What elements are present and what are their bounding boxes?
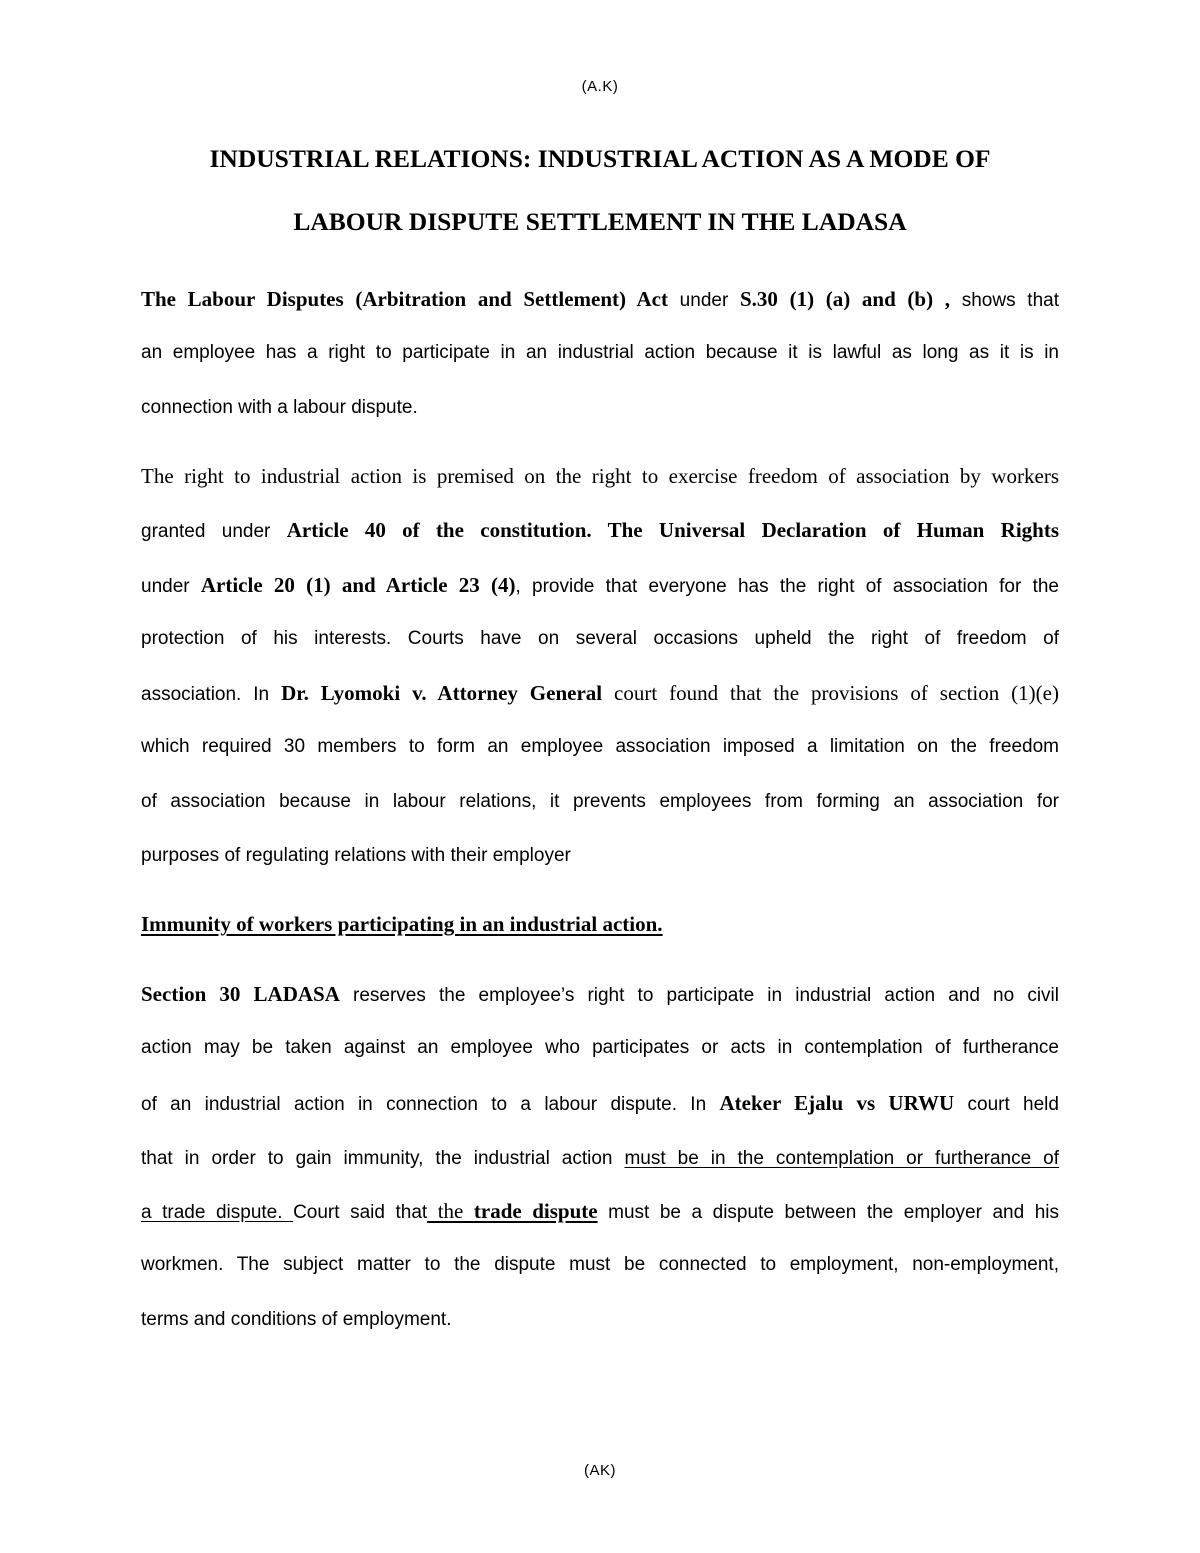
article-reference: Article 20 (1) and Article 23 (4) <box>200 572 516 597</box>
paragraph-line: The right to industrial action is premised on the right to exercise freedom of association by workers <box>141 464 1059 488</box>
page-header: (A.K) <box>581 78 619 95</box>
paragraph-line: The Labour Disputes (Arbitration and Settlement) Act under S.30 (1) (a) and (b) , shows that <box>141 287 1059 311</box>
case-name: Dr. Lyomoki v. Attorney General <box>281 681 603 706</box>
paragraph-right-to-industrial-action <box>141 449 1059 883</box>
section-reference: Section 30 LADASA <box>141 982 340 1006</box>
paragraph-ladasa-s30 <box>141 272 1059 435</box>
document-title-line-1: INDUSTRIAL RELATIONS: INDUSTRIAL ACTION AS A MODE OF <box>209 144 991 173</box>
paragraph-line: terms and conditions of employment. <box>141 1308 452 1330</box>
section-heading-text: Immunity of workers participating in an industrial action. <box>141 912 663 936</box>
page-footer: (AK) <box>584 1462 616 1479</box>
paragraph-line: purposes of regulating relations with their employer <box>141 845 571 867</box>
underlined-term: trade dispute <box>473 1199 598 1224</box>
paragraph-line: an employee has a right to participate in an industrial action because it is lawful as long as it is in <box>141 342 1059 364</box>
paragraph-line: under Article 20 (1) and Article 23 (4), provide that everyone has the right of association for the <box>141 572 1059 597</box>
paragraph-immunity <box>141 967 1059 1347</box>
paragraph-line: granted under Article 40 of the constitution. The Universal Declaration of Human Rights <box>141 518 1059 543</box>
paragraph-line: of association because in labour relations, it prevents employees from forming an association for <box>141 790 1059 812</box>
act-name: The Labour Disputes (Arbitration and Settlement) Act <box>141 287 668 311</box>
paragraph-line: Section 30 LADASA reserves the employee’s right to participate in industrial action and no civil <box>141 982 1059 1006</box>
section-reference: S.30 (1) (a) and (b) , <box>739 287 951 311</box>
paragraph-line: of an industrial action in connection to a labour dispute. In Ateker Ejalu vs URWU court held <box>141 1090 1059 1115</box>
paragraph-line: a trade dispute. Court said that the trade dispute must be a dispute between the employer and his <box>141 1199 1060 1224</box>
article-reference: Article 40 of the constitution. The Universal Declaration of Human Rights <box>286 518 1059 543</box>
document-title-line-2: LABOUR DISPUTE SETTLEMENT IN THE LADASA <box>293 207 907 236</box>
paragraph-line: that in order to gain immunity, the industrial action must be in the contemplation or furtherance of <box>141 1147 1059 1169</box>
section-heading <box>141 897 1059 951</box>
paragraph-line: action may be taken against an employee who participates or acts in contemplation of furtherance <box>141 1037 1059 1059</box>
paragraph-line: association. In Dr. Lyomoki v. Attorney General court found that the provisions of section (1)(e) <box>141 681 1059 706</box>
paragraph-line: workmen. The subject matter to the dispute must be connected to employment, non-employment, <box>141 1254 1059 1276</box>
paragraph-line: connection with a labour dispute. <box>141 396 418 418</box>
case-name: Ateker Ejalu vs URWU <box>719 1090 955 1115</box>
paragraph-line: which required 30 members to form an employee association imposed a limitation on the freedom <box>141 736 1059 758</box>
paragraph-line: protection of his interests. Courts have on several occasions upheld the right of freedom of <box>141 627 1059 649</box>
underlined-phrase: must be in the contemplation or furtherance of <box>624 1147 1059 1169</box>
underlined-phrase: a trade dispute. <box>141 1202 294 1224</box>
